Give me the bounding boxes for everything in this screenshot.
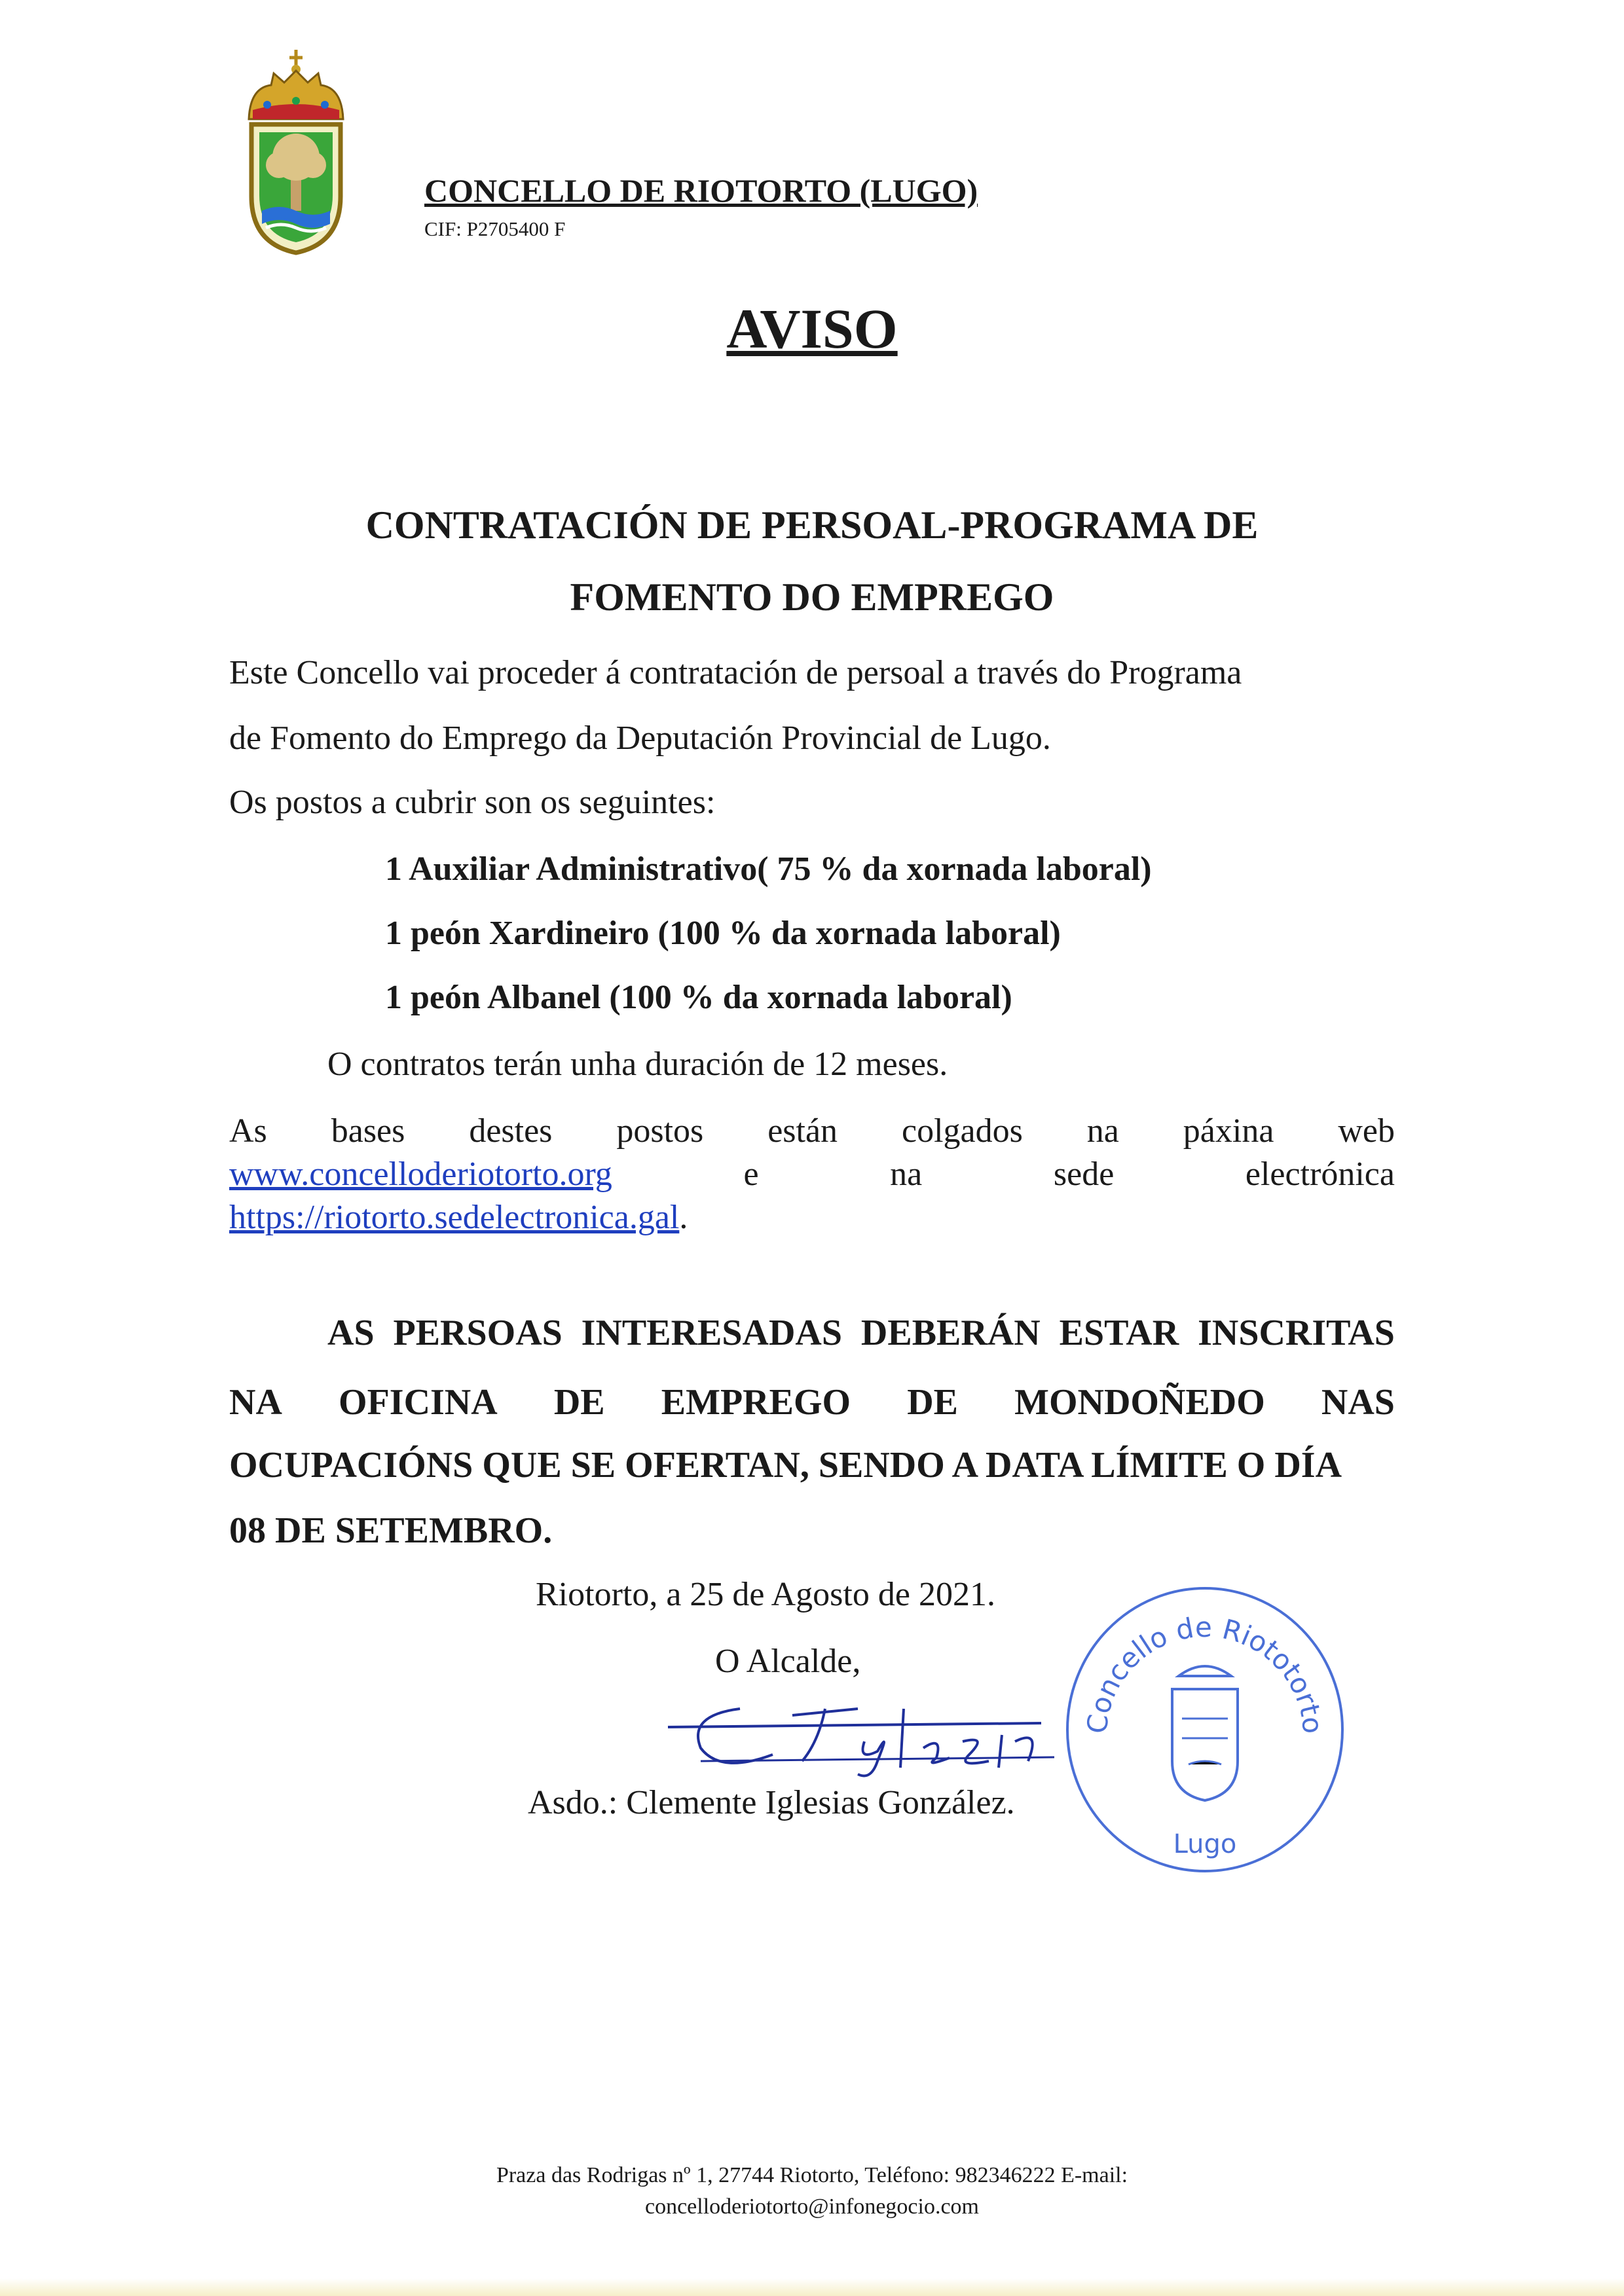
- bases-word: na: [1086, 1112, 1119, 1150]
- notice-line-3: OCUPACIÓNS QUE SE OFERTAN, SENDO A DATA LÍMITE O DÍA: [229, 1445, 1342, 1485]
- post-item-2: 1 peón Xardineiro (100 % da xornada laboral): [385, 915, 1061, 952]
- bases-word: As: [229, 1112, 267, 1150]
- heading-line-2: FOMENTO DO EMPREGO: [570, 575, 1054, 619]
- website-link[interactable]: www.concelloderiotorto.org: [229, 1156, 612, 1193]
- svg-text:Concello de Riototorto: [1080, 1611, 1329, 1735]
- page-title: AVISO: [726, 297, 898, 360]
- notice-word: INSCRITAS: [1198, 1313, 1395, 1353]
- notice-line-2: [229, 1381, 1395, 1423]
- post-item-3: 1 peón Albanel (100 % da xornada laboral): [385, 979, 1012, 1016]
- bases-word: sede: [1053, 1156, 1115, 1193]
- notice-word: OFICINA: [339, 1382, 498, 1423]
- coat-of-arms-icon: [237, 47, 355, 257]
- bases-line-2: [229, 1155, 1395, 1194]
- signed-by: Asdo.: Clemente Iglesias González.: [528, 1784, 1015, 1821]
- bases-word: web: [1338, 1112, 1395, 1150]
- bases-word: postos: [616, 1112, 704, 1150]
- stamp-arc-text: Concello de Riototorto: [1080, 1611, 1329, 1736]
- scan-edge: [0, 2278, 1624, 2296]
- notice-word: INTERESADAS: [581, 1313, 843, 1353]
- signature-date: Riotorto, a 25 de Agosto de 2021.: [536, 1576, 995, 1613]
- notice-word: NA: [229, 1382, 282, 1423]
- sede-suffix: .: [679, 1199, 688, 1236]
- intro-line-1: Este Concello vai proceder á contratación de persoal a través do Programa: [229, 654, 1242, 691]
- bases-word: están: [767, 1112, 838, 1150]
- footer-email: concelloderiotorto@infonegocio.com: [645, 2195, 979, 2219]
- official-stamp-icon: [1061, 1578, 1349, 1879]
- bases-word: bases: [331, 1112, 405, 1150]
- notice-word: AS: [327, 1313, 375, 1353]
- bases-word: na: [890, 1156, 923, 1193]
- post-item-1: 1 Auxiliar Administrativo( 75 % da xornada laboral): [385, 850, 1152, 888]
- notice-word: DEBERÁN: [860, 1313, 1041, 1353]
- organization-cif: CIF: P2705400 F: [424, 217, 566, 240]
- bases-word: colgados: [901, 1112, 1023, 1150]
- signature-role: O Alcalde,: [715, 1643, 861, 1680]
- intro-line-3: Os postos a cubrir son os seguintes:: [229, 784, 716, 821]
- handwritten-signature-icon: [661, 1689, 1054, 1787]
- bases-word: destes: [469, 1112, 553, 1150]
- bases-line-1: [229, 1112, 1395, 1150]
- footer-address: Praza das Rodrigas nº 1, 27744 Riotorto, Teléfono: 982346222 E-mail:: [496, 2163, 1128, 2187]
- notice-word: NAS: [1321, 1382, 1395, 1423]
- notice-line-4: 08 DE SETEMBRO.: [229, 1510, 553, 1551]
- organization-name: CONCELLO DE RIOTORTO (LUGO): [424, 172, 978, 209]
- notice-line-1: [327, 1312, 1395, 1354]
- sede-link[interactable]: https://riotorto.sedelectronica.gal: [229, 1199, 680, 1236]
- stamp-bottom-text: Lugo: [1173, 1829, 1237, 1859]
- notice-word: ESTAR: [1059, 1313, 1179, 1353]
- intro-line-2: de Fomento do Emprego da Deputación Provincial de Lugo.: [229, 720, 1051, 757]
- duration-text: O contratos terán unha duración de 12 meses.: [327, 1046, 948, 1083]
- heading-line-1: CONTRATACIÓN DE PERSOAL-PROGRAMA DE: [365, 503, 1259, 547]
- bases-word: e: [743, 1156, 759, 1193]
- bases-word: páxina: [1183, 1112, 1274, 1150]
- notice-word: EMPREGO: [661, 1382, 851, 1423]
- bases-line-3: [229, 1198, 688, 1237]
- notice-word: MONDOÑEDO: [1014, 1382, 1265, 1423]
- bases-word: electrónica: [1245, 1156, 1395, 1193]
- notice-word: PERSOAS: [393, 1313, 563, 1353]
- notice-word: DE: [907, 1382, 958, 1423]
- notice-word: DE: [553, 1382, 605, 1423]
